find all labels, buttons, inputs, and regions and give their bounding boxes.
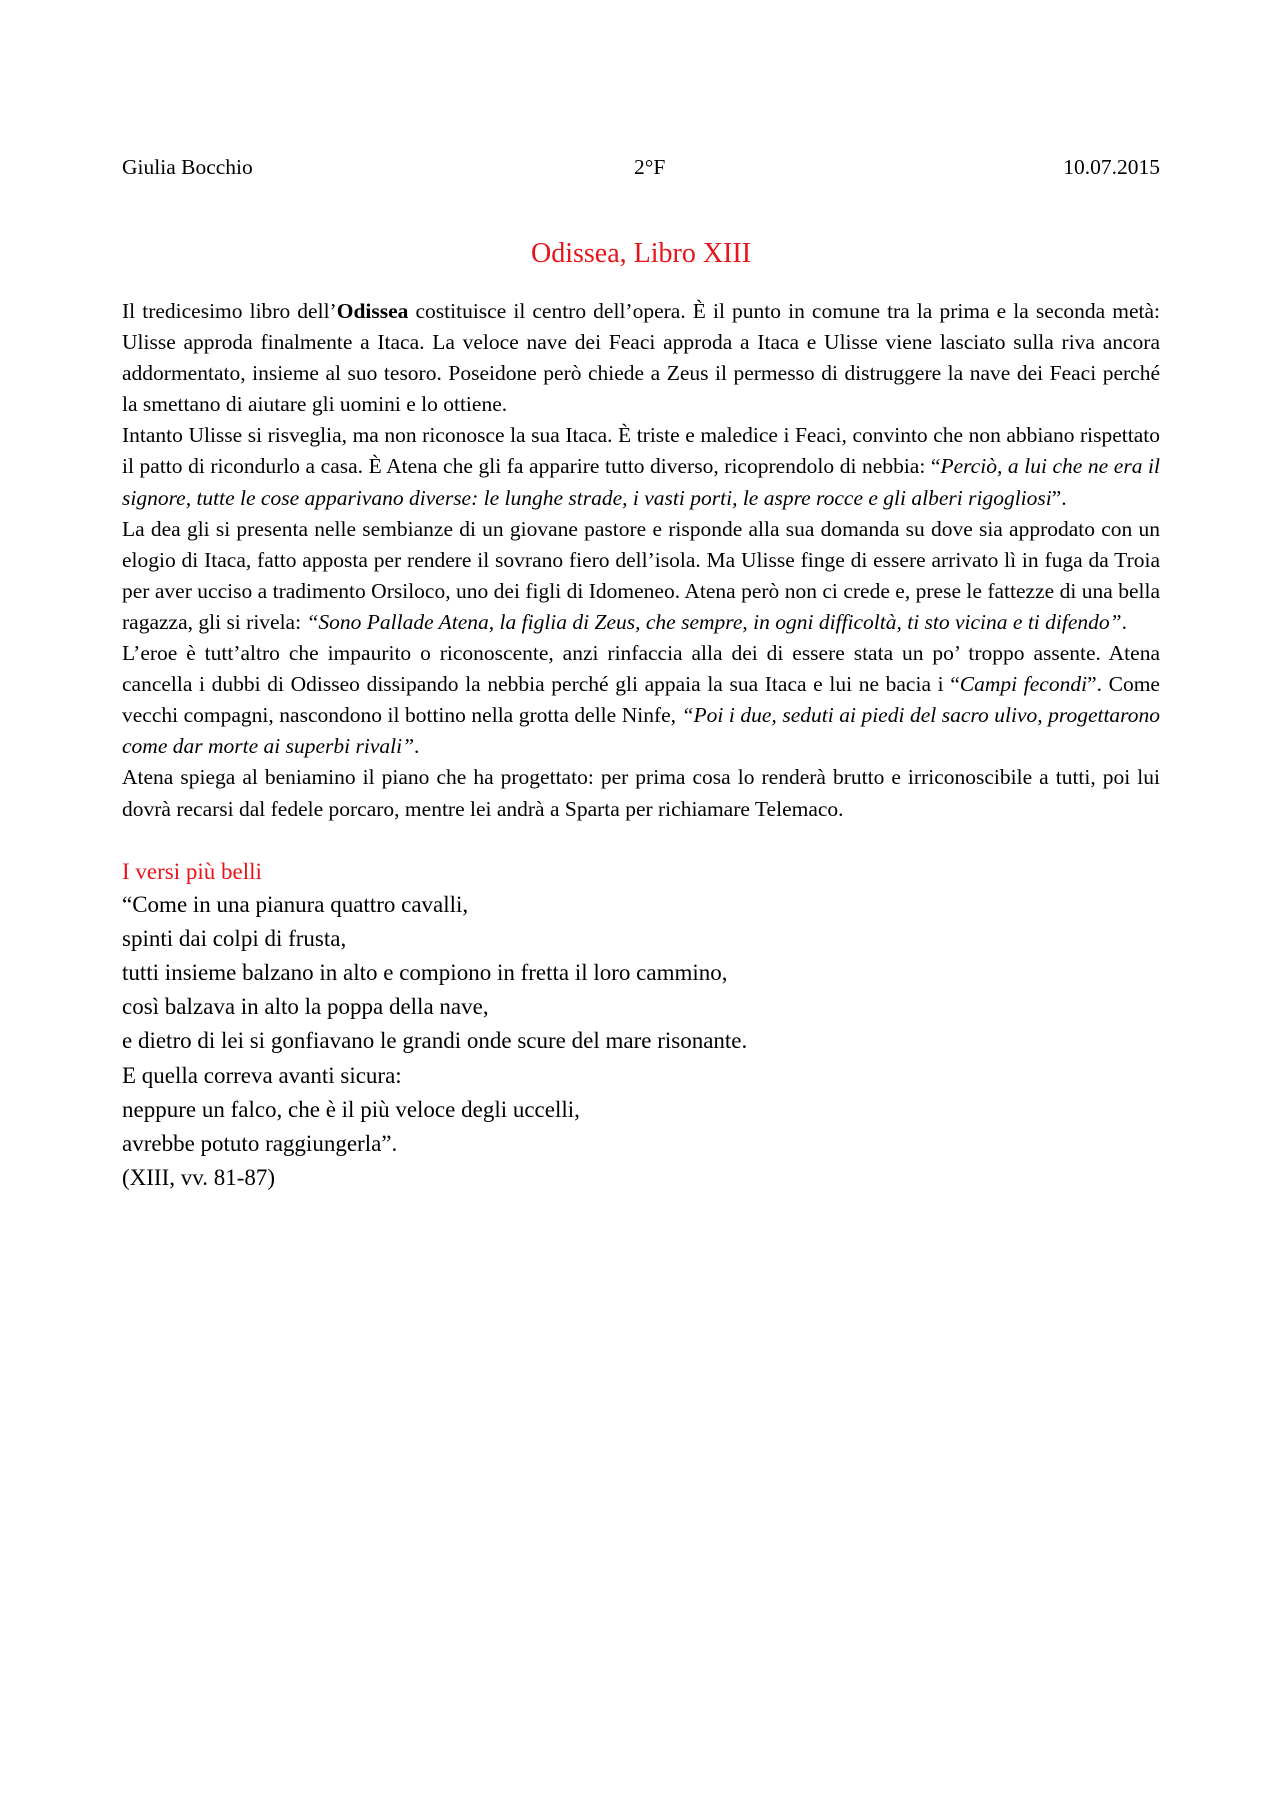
summary-paragraph-2 <box>122 420 1160 513</box>
verse-line: avrebbe potuto raggiungerla”. <box>122 1131 398 1157</box>
quote-italic: “Poi i due, seduti ai piedi del sacro ulivo, progettarono come dar morte ai superbi rivali” <box>122 703 1161 759</box>
text-run: ”. Come vecchi compagni, nascondono il bottino nella grotta delle Ninfe, <box>122 672 1160 728</box>
text-run: Atena spiega al beniamino il piano che ha progettato: per prima cosa lo renderà brutto e irriconoscibile a tutti, poi lui dovrà recarsi dal fedele porcaro, mentre lei andrà a Sparta per richiamare Telemaco. <box>122 765 1160 821</box>
verse-line: spinti dai colpi di frusta, <box>122 925 347 951</box>
class-label: 2°F <box>634 155 666 179</box>
author-name: Giulia Bocchio <box>122 155 253 179</box>
text-run: ”. <box>1051 485 1067 510</box>
quote-italic: “Sono Pallade Atena, la figlia di Zeus, che sempre, in ogni difficoltà, ti sto vicina e ti difendo” <box>306 609 1122 634</box>
quote-italic: Perciò, a lui che ne era il signore, tutte le cose apparivano diverse: le lunghe strade, i vasti porti, le aspre rocce e gli alberi rigogliosi <box>122 454 1160 510</box>
document-page <box>122 152 1160 1195</box>
bold-title-odissea: Odissea <box>336 299 409 323</box>
summary-paragraph-5 <box>122 762 1160 824</box>
text-run: costituisce il centro dell’opera. È il punto in comune tra la prima e la seconda metà: Ulisse approda finalmente a Itaca. La veloce nave dei Feaci approda a Itaca e Ulisse viene lasciato sulla riva ancora addormentato, insieme al suo tesoro. Poseidone però chiede a Zeus il permesso di distruggere la nave dei Feaci perché la smettano di aiutare gli uomini e lo ottiene. <box>122 299 1161 417</box>
text-run: . <box>414 734 420 759</box>
text-run: La dea gli si presenta nelle sembianze di un giovane pastore e risponde alla sua domanda su dove sia approdato con un elogio di Itaca, fatto apposta per rendere il sovrano fiero dell’isola. Ma Ulisse finge di essere arrivato lì in fuga da Troia per aver ucciso a tradimento Orsiloco, uno dei figli di Idomeneo. Atena però non ci crede e, prese le fattezze di una bella ragazza, gli si rivela: <box>122 516 1160 634</box>
quote-italic: Campi fecondi <box>959 672 1088 697</box>
verse-line: tutti insieme balzano in alto e compiono in fretta il loro cammino, <box>122 960 728 985</box>
text-run: Il tredicesimo libro dell’ <box>122 299 337 323</box>
verse-citation: (XIII, vv. 81-87) <box>122 1165 276 1191</box>
verse-line: e dietro di lei si gonfiavano le grandi onde scure del mare risonante. <box>122 1028 748 1054</box>
summary-paragraph-4 <box>122 638 1160 762</box>
verse-line: neppure un falco, che è il più veloce degli uccelli, <box>122 1096 580 1122</box>
text-run: L’eroe è tutt’altro che impaurito o riconoscente, anzi rinfaccia alla dei di essere stata un po’ troppo assente. Atena cancella i dubbi di Odisseo dissipando la nebbia perché gli appaia la sua Itaca e lui ne bacia i “ <box>122 641 1160 697</box>
text-run: . <box>1121 609 1127 634</box>
summary-paragraph-1 <box>122 296 1160 420</box>
verse-line: “Come in una pianura quattro cavalli, <box>122 891 469 917</box>
document-date: 10.07.2015 <box>1063 155 1160 179</box>
summary-paragraph-3 <box>122 514 1160 638</box>
verse-line: E quella correva avanti sicura: <box>122 1062 402 1088</box>
verses-block <box>122 888 1160 1196</box>
text-run: Intanto Ulisse si risveglia, ma non riconosce la sua Itaca. È triste e maledice i Feaci, convinto che non abbiano rispettato il patto di ricondurlo a casa. È Atena che gli fa apparire tutto diverso, ricoprendolo di nebbia: “ <box>122 423 1160 479</box>
document-header <box>122 152 1160 182</box>
document-title: Odissea, Libro XIII <box>530 238 752 269</box>
summary-section <box>122 296 1160 825</box>
verses-heading: I versi più belli <box>122 858 262 884</box>
verse-line: così balzava in alto la poppa della nave, <box>122 994 489 1020</box>
